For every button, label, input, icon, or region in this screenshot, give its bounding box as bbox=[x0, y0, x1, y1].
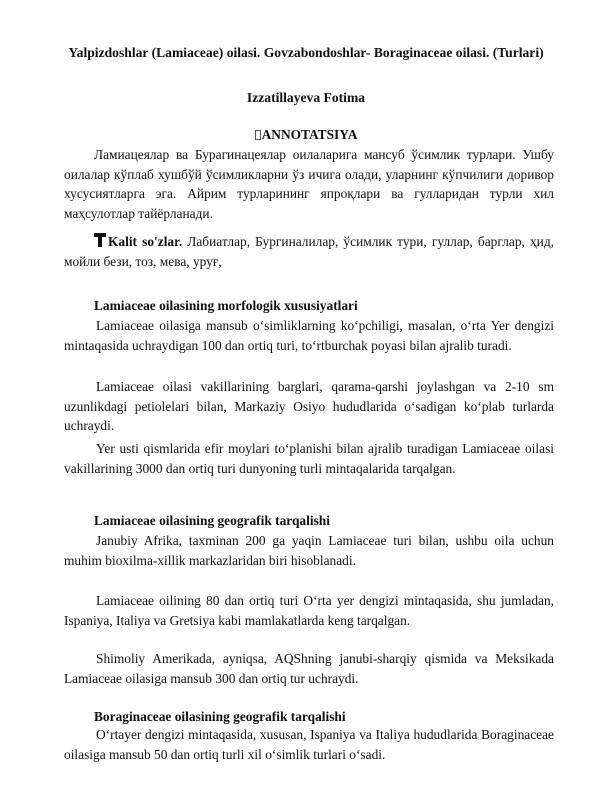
section-paragraph bbox=[64, 377, 554, 436]
annotation-block bbox=[64, 145, 554, 223]
keywords-block bbox=[64, 232, 554, 271]
section-paragraph bbox=[64, 316, 554, 355]
keywords-label: Kalit so'zlar. bbox=[108, 234, 183, 249]
section-paragraph bbox=[64, 531, 554, 570]
section-heading-morphology: Lamiaceae oilasining morfologik xususiyatlari bbox=[94, 298, 358, 313]
annotation-heading-text: ANNOTATSIYA bbox=[261, 127, 358, 142]
keywords-paragraph bbox=[64, 232, 554, 271]
section-paragraph bbox=[64, 591, 554, 630]
paragraph-text: Yer usti qismlarida efir moylari to‘planishi bilan ajralib turadigan Lamiaceae oilasi vakillarining 3000 dan ortiq turi dunyoning turli mintaqalarida tarqalgan. bbox=[64, 441, 554, 476]
paragraph-text: Lamiaceae oilasi vakillarining barglari, qarama-qarshi joylashgan va 2-10 sm uzunlikdagi petiolelari bilan, Markaziy Osiyo hududlarida o‘sadigan ko‘plab turlarda uchraydi. bbox=[64, 379, 554, 433]
paragraph-text: O‘rtayer dengizi mintaqasida, xususan, Ispaniya va Italiya hududlarida Boraginaceae oilasiga mansub 50 dan ortiq turli xil o‘simlik turlari o‘sadi. bbox=[64, 727, 554, 762]
section-paragraph bbox=[64, 725, 554, 764]
section-heading-lamiaceae-geography: Lamiaceae oilasining geografik tarqalishi bbox=[94, 513, 330, 528]
annotation-heading bbox=[40, 126, 572, 143]
keywords-text: Лабиатлар, Бургиналилар, ўсимлик тури, гуллар, барглар, ҳид, мойли бези, тоз, мева, уруғ, bbox=[64, 234, 554, 269]
paragraph-text: Janubiy Afrika, taxminan 200 ga yaqin Lamiaceae turi bilan, ushbu oila uchun muhim bioxilma-xillik markazlaridan biri hisoblanadi. bbox=[64, 533, 554, 568]
missing-glyph-icon bbox=[255, 130, 261, 140]
key-icon bbox=[94, 233, 106, 247]
author-name: Izzatillayeva Fotima bbox=[246, 90, 366, 105]
section-paragraph bbox=[64, 439, 554, 478]
paper-title: Yalpizdoshlar (Lamiaceae) oilasi. Govzabondoshlar- Boraginaceae oilasi. (Turlari) bbox=[68, 45, 544, 60]
paragraph-text: Shimoliy Amerikada, ayniqsa, AQShning janubi-sharqiy qismida va Meksikada Lamiaceae oilasiga mansub 300 dan ortiq tur uchraydi. bbox=[64, 651, 554, 686]
paragraph-text: Lamiaceae oilasiga mansub o‘simliklarning ko‘pchiligi, masalan, o‘rta Yer dengizi mintaqasida uchraydigan 100 dan ortiq turi, to‘rtburchak poyasi bilan ajralib turadi. bbox=[64, 318, 554, 353]
section-paragraph bbox=[64, 649, 554, 688]
paragraph-text: Lamiaceae oilining 80 dan ortiq turi O‘rta yer dengizi mintaqasida, shu jumladan, Ispaniya, Italiya va Gretsiya kabi mamlakatlarda keng tarqalgan. bbox=[64, 593, 554, 628]
section-heading-boraginaceae-geography: Boraginaceae oilasining geografik tarqalishi bbox=[94, 709, 346, 724]
annotation-text: Ламиацеялар ва Бурагинацеялар оилаларига мансуб ўсимлик турлари. Ушбу оилалар кўплаб хушбўй ўсимликларни ўз ичига олади, уларнинг кўпчилиги доривор хусусиятларга эга. Айрим турларининг япроқлари ва гулларидан турли хил маҳсулотлар тайёрланади. bbox=[64, 147, 554, 221]
